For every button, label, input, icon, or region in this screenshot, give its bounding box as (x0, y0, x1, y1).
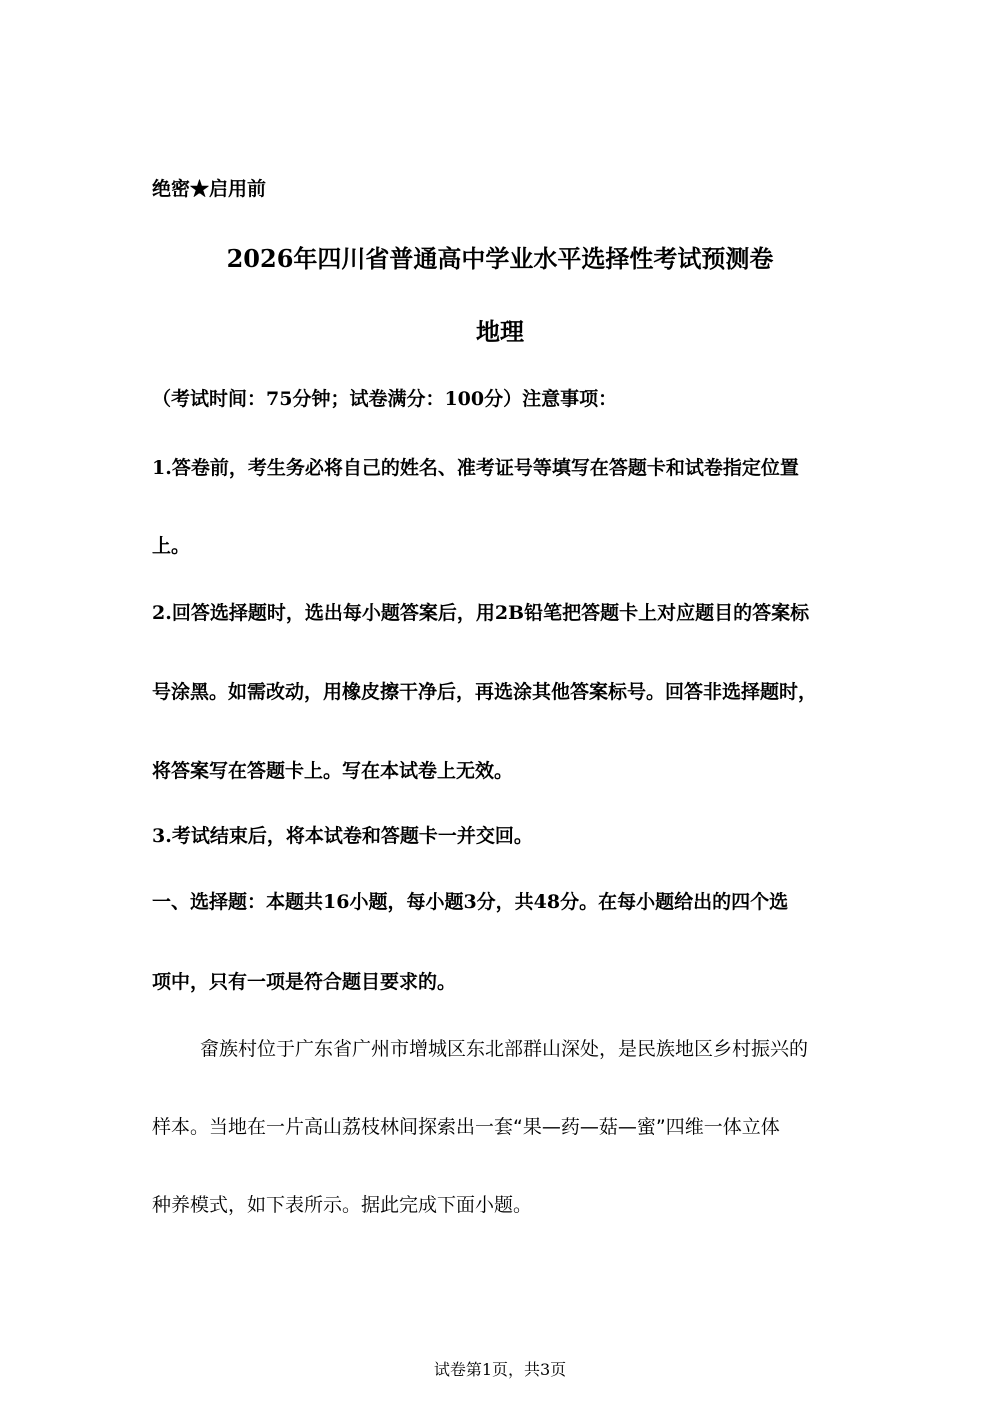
instruction-1-line-1: 1.答卷前，考生务必将自己的姓名、准考证号等填写在答题卡和试卷指定位置 (152, 457, 799, 479)
instruction-1-line-2: 上。 (152, 535, 191, 557)
instruction-3: 3.考试结束后，将本试卷和答题卡一并交回。 (152, 825, 533, 847)
confidential-label: 绝密★启用前 (152, 178, 267, 200)
exam-time-line: （考试时间：75分钟；试卷满分：100分）注意事项： (152, 388, 618, 410)
passage-line-2: 样本。当地在一片高山荔枝林间探索出一套“果—药—菇—蜜”四维一体立体 (152, 1116, 780, 1138)
page-footer: 试卷第1页，共3页 (433, 1360, 567, 1379)
passage-line-3: 种养模式，如下表所示。据此完成下面小题。 (152, 1194, 533, 1216)
passage-line-1: 畲族村位于广东省广州市增城区东北部群山深处，是民族地区乡村振兴的 (200, 1038, 809, 1060)
section-1-line-1: 一、选择题：本题共16小题，每小题3分，共48分。在每小题给出的四个选 (152, 891, 789, 913)
instruction-2-line-1: 2.回答选择题时，选出每小题答案后，用2B铅笔把答题卡上对应题目的答案标 (152, 602, 810, 624)
instruction-2-line-3: 将答案写在答题卡上。写在本试卷上无效。 (152, 760, 514, 782)
instruction-2-line-2: 号涂黑。如需改动，用橡皮擦干净后，再选涂其他答案标号。回答非选择题时， (152, 681, 818, 703)
section-1-line-2: 项中，只有一项是符合题目要求的。 (152, 971, 457, 993)
subject-title: 地理 (476, 317, 524, 346)
exam-title: 2026年四川省普通高中学业水平选择性考试预测卷 (226, 244, 774, 273)
